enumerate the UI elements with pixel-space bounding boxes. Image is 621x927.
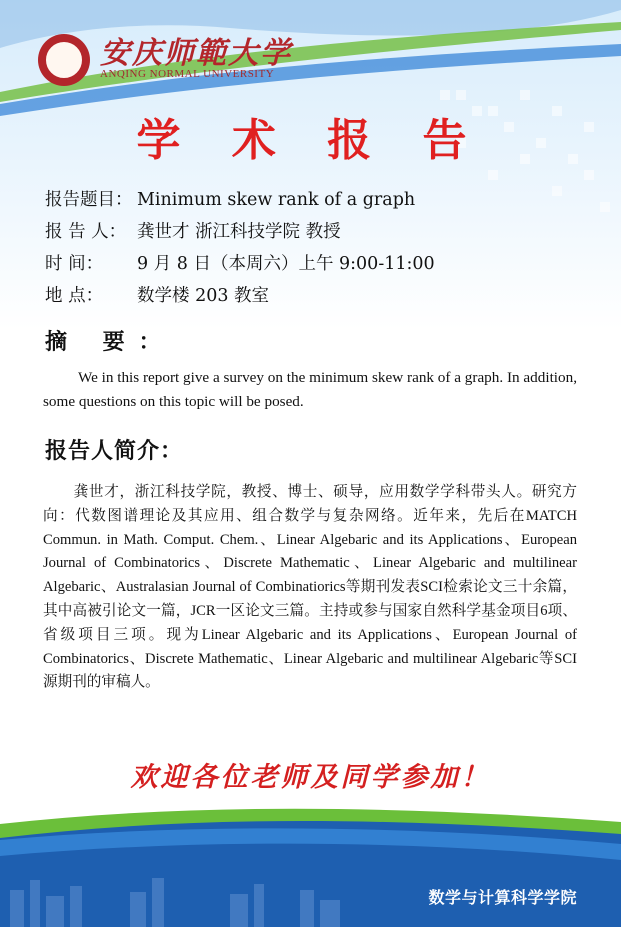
info-label-topic: 报告题目： [45,190,133,210]
info-row-topic [45,184,585,216]
info-label-time: 时 间： [45,254,104,274]
speaker-bio-heading: 报告人简介： [45,439,184,464]
poster-title: 学 术 报 告 [136,115,485,166]
speaker-bio-text: 龚世才，浙江科技学院，教授、博士、硕导，应用数学学科带头人。研究方向：代数图谱理论及其应用、组合数学与复杂网络。近年来，先后在MATCH Commun. in Math. Comput. Chem.、Linear Algebaric and its Applications、European Journal of Combinatorics、Discrete Mathematic、Linear Algebaric and multilinear Algebaric、Australasian Journal of Combinatiorics等期刊发表SCI检索论文三十余篇，其中高被引论文一篇，JCR一区论文三篇。主持或参与国家自然科学基金项目6项、省级项目三项。现为Linear Algebaric and its Applications、European Journal of Combinatorics、Discrete Mathematic、Linear Algebaric and multilinear Algebaric等SCI源期刊的审稿人。 [43,484,577,691]
info-row-location [45,280,585,312]
info-label-speaker: 报 告 人： [45,222,127,242]
abstract-text: We in this report give a survey on the minimum skew rank of a graph. In addition, some questions on this topic will be posed. [43,369,577,410]
abstract-heading: 摘 要： [45,330,175,355]
info-value-topic: Minimum skew rank of a graph [137,190,416,210]
info-value-location: 数学楼 203 教室 [137,286,270,306]
welcome-message: 欢迎各位老师及同学参加！ [130,762,491,793]
school-name: 数学与计算科学学院 [428,888,577,907]
info-row-speaker [45,216,585,248]
info-value-time: 9 月 8 日（本周六）上午 9:00-11:00 [137,254,435,274]
university-name-cn: 安庆师範大学 [100,36,292,71]
info-row-time [45,248,585,280]
info-value-speaker: 龚世才 浙江科技学院 教授 [137,222,341,242]
university-seal-logo [38,34,90,86]
lecture-info [45,184,585,312]
university-name-en: ANQING NORMAL UNIVERSITY [100,68,275,80]
info-label-location: 地 点： [45,286,104,306]
